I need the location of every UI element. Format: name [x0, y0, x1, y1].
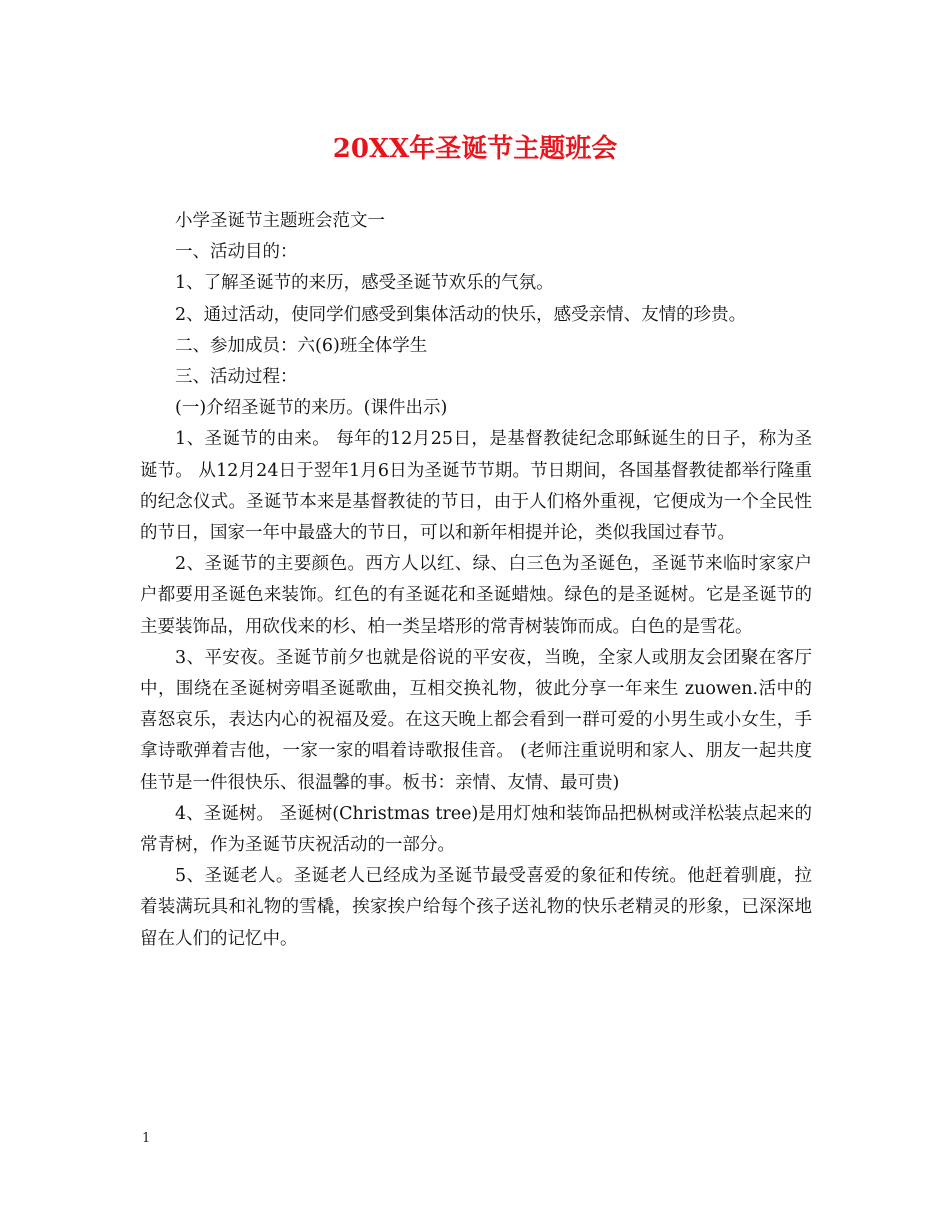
paragraph: 5、圣诞老人。圣诞老人已经成为圣诞节最受喜爱的象征和传统。他赶着驯鹿，拉着装满玩具和礼物的雪橇，挨家挨户给每个孩子送礼物的快乐老精灵的形象，已深深地留在人们的记忆中。 — [140, 866, 812, 949]
paragraph: 三、活动过程： — [175, 367, 298, 388]
paragraph: 2、圣诞节的主要颜色。西方人以红、绿、白三色为圣诞色，圣诞节来临时家家户户都要用圣诞色来装饰。红色的有圣诞花和圣诞蜡烛。绿色的是圣诞树。它是圣诞节的主要装饰品，用砍伐来的杉、柏一类呈塔形的常青树装饰而成。白色的是雪花。 — [140, 554, 812, 637]
paragraph: 3、平安夜。圣诞节前夕也就是俗说的平安夜，当晚，全家人或朋友会团聚在客厅中，围绕在圣诞树旁唱圣诞歌曲，互相交换礼物，彼此分享一年来生 zuowen.活中的喜怒哀乐，表达内心的祝福及爱。在这天晚上都会看到一群可爱的小男生或小女生，手拿诗歌弹着吉他，一家一家的唱着诗歌报佳音。 (老师注重说明和家人、朋友一起共度佳节是一件很快乐、很温馨的事。板书：亲情、友情、最可贵) — [140, 647, 812, 793]
paragraph: 1、了解圣诞节的来历，感受圣诞节欢乐的气氛。 — [175, 273, 554, 294]
paragraph: 4、圣诞树。 圣诞树(Christmas tree)是用灯烛和装饰品把枞树或洋松装点起来的常青树，作为圣诞节庆祝活动的一部分。 — [140, 803, 812, 856]
paragraph: 小学圣诞节主题班会范文一 — [175, 211, 385, 231]
document-body — [140, 206, 812, 955]
document-title: 20XX年圣诞节主题班会 — [332, 134, 618, 164]
paragraph: 二、参加成员：六(6)班全体学生 — [175, 335, 428, 356]
page-number: 1 — [142, 1131, 151, 1146]
paragraph: 1、圣诞节的由来。 每年的12月25日，是基督教徒纪念耶稣诞生的日子，称为圣诞节。 从12月24日于翌年1月6日为圣诞节节期。节日期间，各国基督教徒都举行隆重的纪念仪式。圣诞节本来是基督教徒的节日，由于人们格外重视，它便成为一个全民性的节日，国家一年中最盛大的节日，可以和新年相提并论，类似我国过春节。 — [140, 429, 812, 544]
paragraph: (一)介绍圣诞节的来历。(课件出示) — [175, 398, 448, 419]
paragraph: 一、活动目的： — [175, 242, 298, 263]
paragraph: 2、通过活动，使同学们感受到集体活动的快乐，感受亲情、友情的珍贵。 — [175, 304, 747, 325]
